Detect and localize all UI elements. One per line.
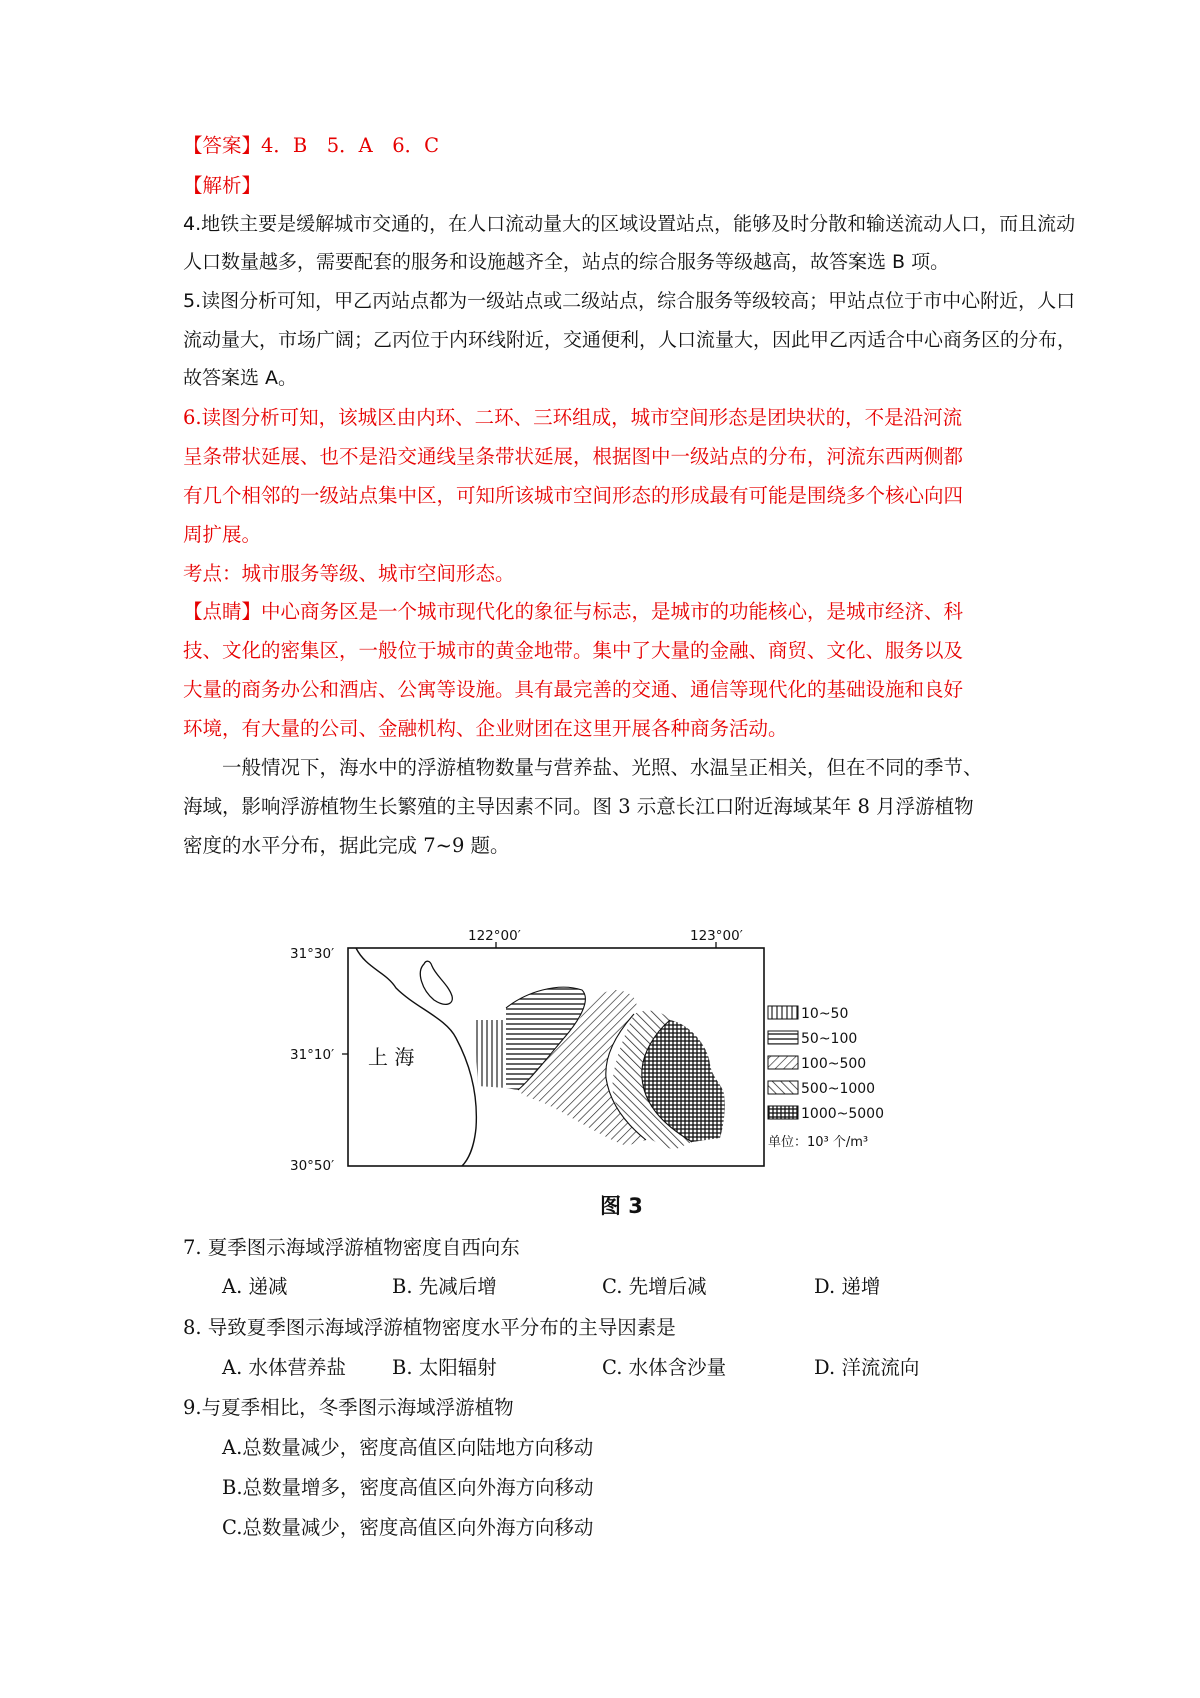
- red-line: 环境，有大量的公司、金融机构、企业财团在这里开展各种商务活动。: [183, 717, 788, 740]
- red-line: 有几个相邻的一级站点集中区，可知所该城市空间形态的形成最有可能是围绕多个核心向四: [183, 484, 964, 507]
- option-b[interactable]: B. 先减后增: [392, 1275, 497, 1298]
- lon-label-1: 122°00′: [468, 928, 521, 944]
- lat-label-mid: 31°10′: [290, 1047, 335, 1063]
- analysis-line: 人口数量越多，需要配套的服务和设施越齐全，站点的综合服务等级越高，故答案选 B 项。: [183, 251, 950, 273]
- option-b[interactable]: B. 太阳辐射: [392, 1356, 497, 1379]
- option-a[interactable]: A. 递减: [222, 1275, 288, 1298]
- answer-prefix: 【答案】: [183, 134, 262, 157]
- legend-label: 50~100: [801, 1031, 858, 1047]
- option-a[interactable]: A. 水体营养盐: [222, 1356, 346, 1379]
- red-line: 大量的商务办公和酒店、公寓等设施。具有最完善的交通、通信等现代化的基础设施和良好: [183, 678, 964, 701]
- question-stem: 8. 导致夏季图示海域浮游植物密度水平分布的主导因素是: [183, 1316, 676, 1339]
- figure-caption: 图 3: [600, 1194, 643, 1218]
- red-line: 技、文化的密集区，一般位于城市的黄金地带。集中了大量的金融、商贸、文化、服务以及: [183, 639, 964, 662]
- analysis-line: 故答案选 A。: [183, 367, 298, 389]
- option-c[interactable]: C. 先增后减: [602, 1275, 707, 1298]
- answer-text: 4．B 5．A 6．C: [261, 134, 440, 157]
- red-line: 考点：城市服务等级、城市空间形态。: [183, 562, 515, 585]
- red-line: 【点睛】中心商务区是一个城市现代化的象征与标志，是城市的功能核心，是城市经济、科: [183, 600, 964, 623]
- intro-line: 海域，影响浮游植物生长繁殖的主导因素不同。图 3 示意长江口附近海域某年 8 月浮游植物: [183, 795, 974, 818]
- intro-line: 一般情况下，海水中的浮游植物数量与营养盐、光照、水温呈正相关，但在不同的季节、: [183, 756, 983, 779]
- legend-label: 10~50: [801, 1006, 849, 1022]
- option-a[interactable]: A.总数量减少，密度高值区向陆地方向移动: [222, 1436, 594, 1459]
- lat-label-top: 31°30′: [290, 946, 335, 962]
- legend-label: 1000~5000: [801, 1106, 884, 1122]
- option-d[interactable]: D. 洋流流向: [814, 1356, 920, 1379]
- analysis-heading: 【解析】: [183, 174, 262, 197]
- red-line: 呈条带状延展、也不是沿交通线呈条带状延展，根据图中一级站点的分布，河流东西两侧都: [183, 445, 964, 468]
- red-line: 周扩展。: [183, 523, 262, 546]
- analysis-line: 流动量大，市场广阔；乙丙位于内环线附近，交通便利，人口流量大，因此甲乙丙适合中心商务区的分布，: [183, 329, 1077, 351]
- question-stem: 7. 夏季图示海域浮游植物密度自西向东: [183, 1236, 520, 1259]
- option-c[interactable]: C. 水体含沙量: [602, 1356, 727, 1379]
- legend: [768, 1006, 884, 1150]
- analysis-line: 4.地铁主要是缓解城市交通的，在人口流动量大的区域设置站点，能够及时分散和输送流动人口，而且流动: [183, 213, 1076, 235]
- legend-label: 500~1000: [801, 1081, 876, 1097]
- option-c[interactable]: C.总数量减少，密度高值区向外海方向移动: [222, 1516, 594, 1539]
- answer-line: [183, 132, 439, 160]
- intro-line: 密度的水平分布，据此完成 7~9 题。: [183, 834, 510, 857]
- analysis-line: 5.读图分析可知，甲乙丙站点都为一级站点或二级站点，综合服务等级较高；甲站点位于市中心附近，人口: [183, 290, 1076, 312]
- lon-label-2: 123°00′: [690, 928, 743, 944]
- zone-10-50: [474, 1020, 506, 1088]
- option-b[interactable]: B.总数量增多，密度高值区向外海方向移动: [222, 1476, 594, 1499]
- unit-label: 单位：10³ 个/m³: [768, 1135, 869, 1150]
- legend-label: 100~500: [801, 1056, 867, 1072]
- red-line: 6.读图分析可知，该城区由内环、二环、三环组成，城市空间形态是团块状的，不是沿河流: [183, 406, 963, 429]
- place-label: 上 海: [368, 1045, 415, 1069]
- plankton-density-map: [290, 928, 936, 1188]
- option-d[interactable]: D. 递增: [814, 1275, 881, 1298]
- question-stem: 9.与夏季相比，冬季图示海域浮游植物: [183, 1396, 514, 1419]
- lat-label-bottom: 30°50′: [290, 1158, 335, 1174]
